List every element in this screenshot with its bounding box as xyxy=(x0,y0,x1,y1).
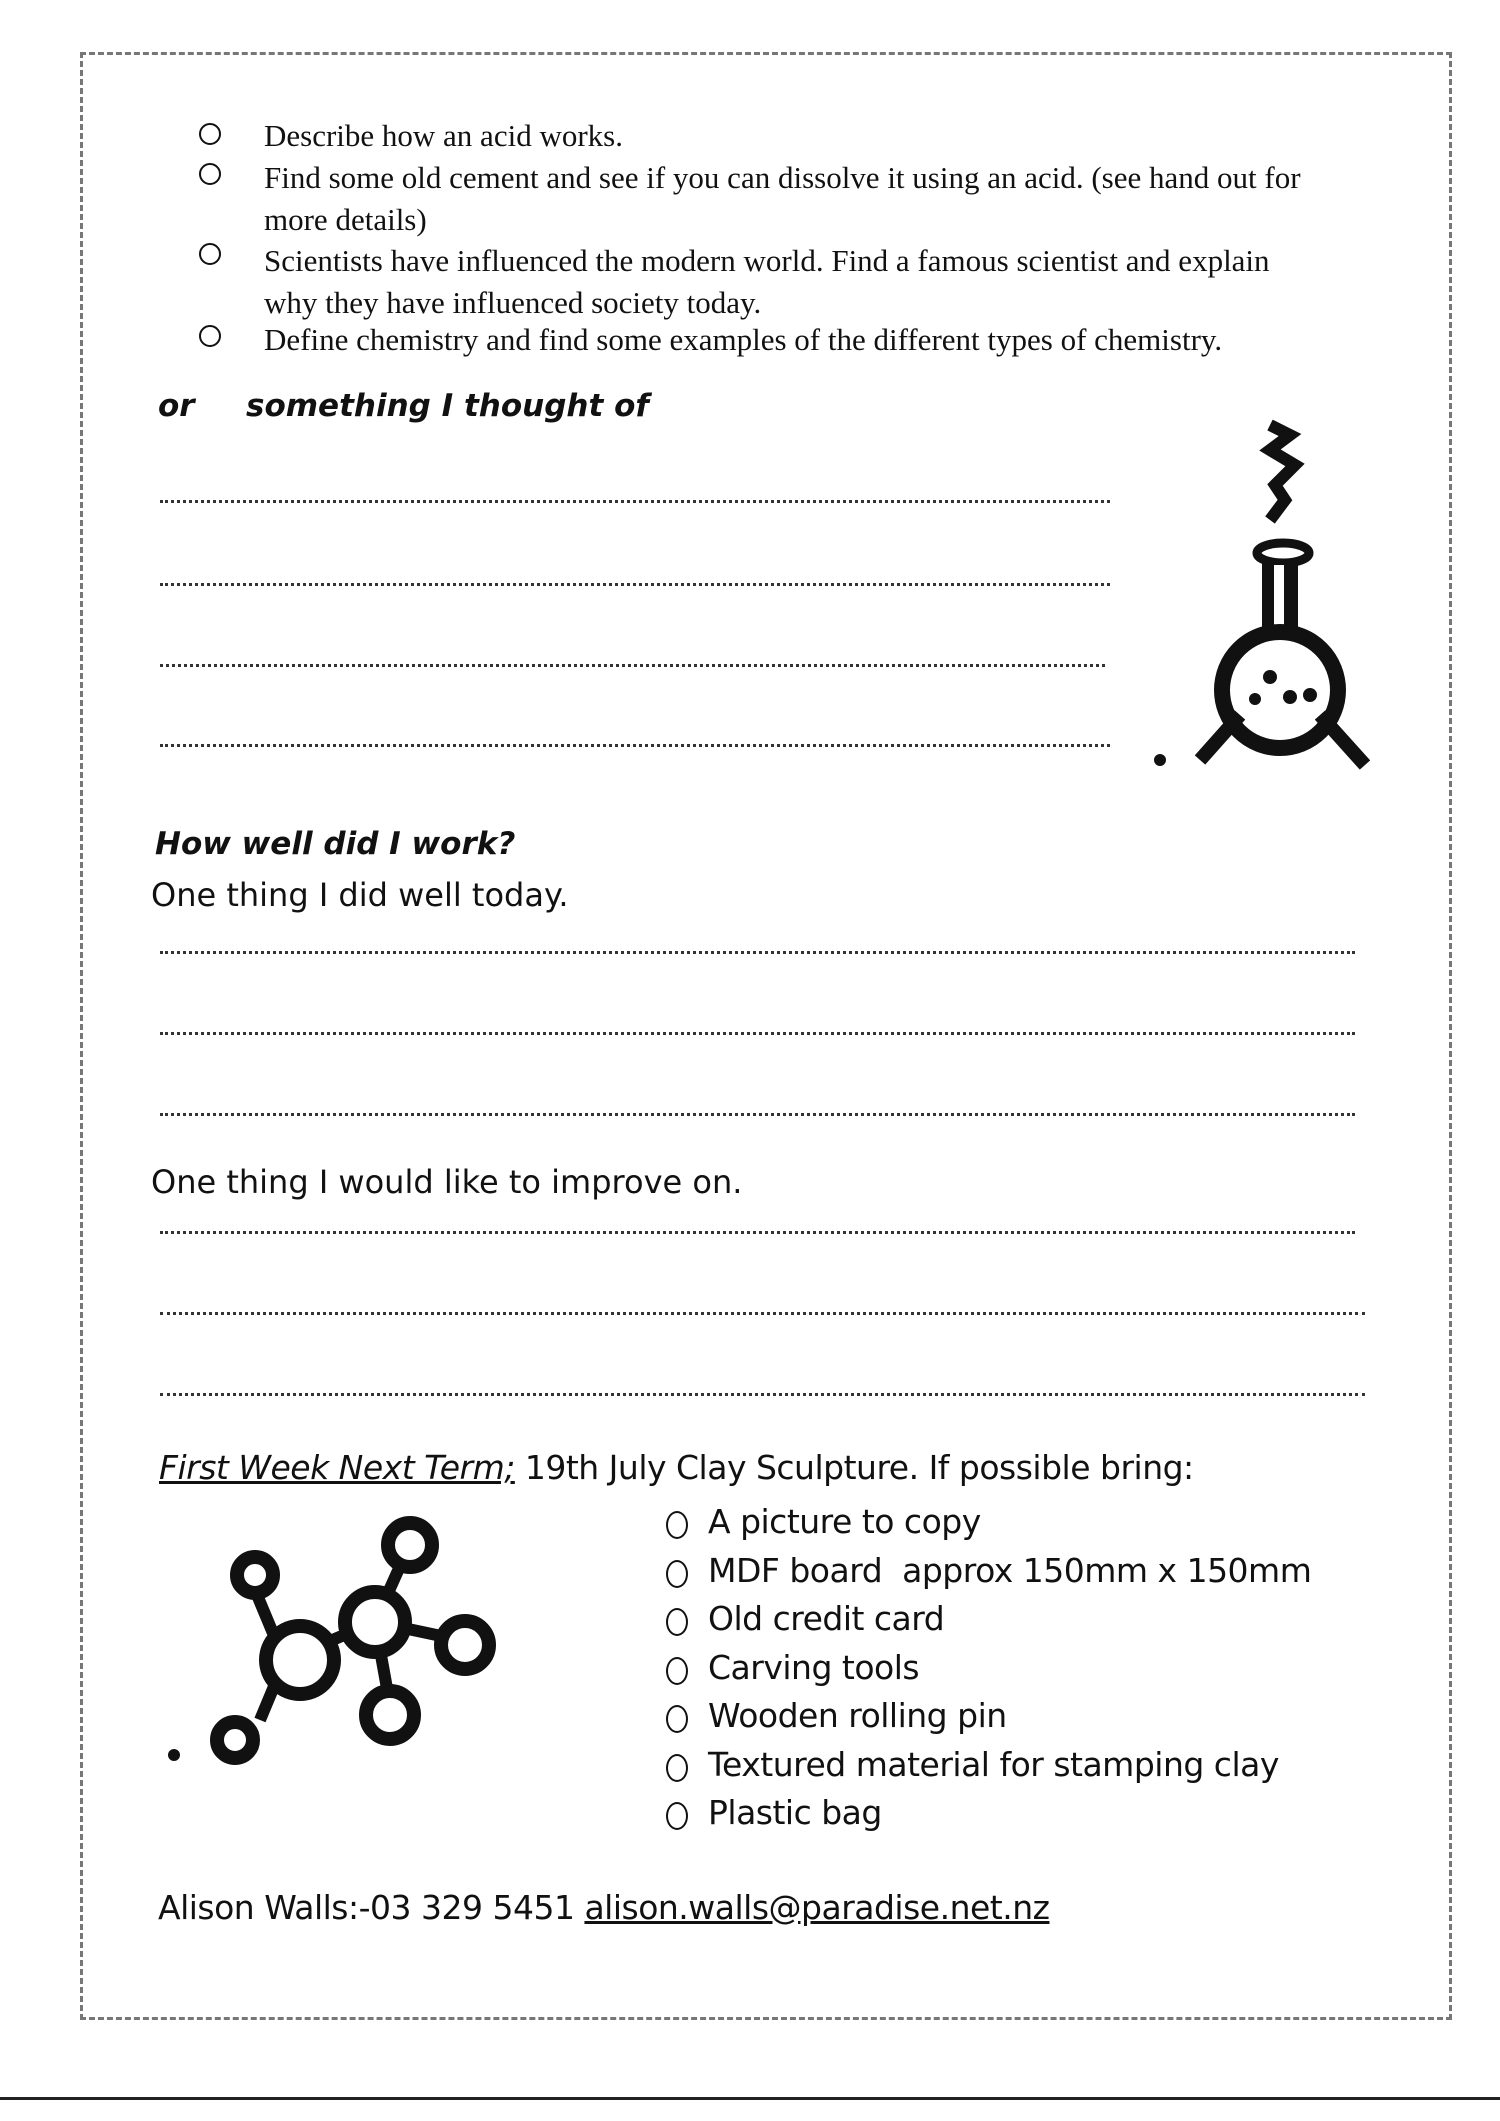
bullet-icon xyxy=(666,1560,688,1588)
supply-item: MDF board approx 150mm x 150mm xyxy=(708,1551,1312,1590)
reflection-heading: How well did I work? xyxy=(155,826,516,862)
task-item: Describe how an acid works. xyxy=(264,118,623,153)
next-term-heading: First Week Next Term; xyxy=(159,1448,515,1487)
own-idea-heading: something I thought of xyxy=(246,388,649,424)
bullet-icon xyxy=(666,1511,688,1539)
answer-line[interactable] xyxy=(160,664,1105,667)
supply-item: Old credit card xyxy=(708,1599,945,1638)
bullet-icon xyxy=(199,325,221,347)
bullet-icon xyxy=(199,123,221,145)
bullet-icon xyxy=(666,1657,688,1685)
task-item: Define chemistry and find some examples of the different types of chemistry. xyxy=(264,322,1223,357)
contact-name-phone: Alison Walls:-03 329 5451 xyxy=(158,1888,575,1927)
bullet-icon xyxy=(199,163,221,185)
did-well-prompt: One thing I did well today. xyxy=(151,876,569,914)
supply-item: Plastic bag xyxy=(708,1793,882,1832)
answer-line[interactable] xyxy=(160,1113,1355,1116)
flask-icon xyxy=(1140,415,1380,775)
bullet-icon xyxy=(666,1608,688,1636)
supply-item: Carving tools xyxy=(708,1648,920,1687)
contact-email-link[interactable]: alison.walls@paradise.net.nz xyxy=(584,1888,1050,1927)
answer-line[interactable] xyxy=(160,744,1110,747)
task-item: Scientists have influenced the modern world. Find a famous scientist and explain why they have influenced society today. xyxy=(264,243,1270,320)
answer-line[interactable] xyxy=(160,951,1355,954)
answer-line[interactable] xyxy=(160,1393,1365,1396)
bullet-icon xyxy=(199,243,221,265)
answer-line[interactable] xyxy=(160,1312,1365,1315)
task-item: Find some old cement and see if you can dissolve it using an acid. (see hand out for more details) xyxy=(264,160,1301,237)
improve-prompt: One thing I would like to improve on. xyxy=(151,1163,743,1201)
answer-line[interactable] xyxy=(160,1032,1355,1035)
or-label: or xyxy=(158,388,195,424)
answer-line[interactable] xyxy=(160,1231,1355,1234)
supply-item: A picture to copy xyxy=(708,1502,981,1541)
bullet-icon xyxy=(666,1705,688,1733)
bullet-icon xyxy=(666,1802,688,1830)
molecule-icon xyxy=(160,1510,500,1780)
scan-edge-line xyxy=(0,2097,1500,2100)
answer-line[interactable] xyxy=(160,583,1110,586)
bullet-icon xyxy=(666,1754,688,1782)
next-term-text: 19th July Clay Sculpture. If possible bring: xyxy=(524,1448,1194,1487)
supply-item: Textured material for stamping clay xyxy=(708,1745,1279,1784)
supply-item: Wooden rolling pin xyxy=(708,1696,1007,1735)
answer-line[interactable] xyxy=(160,500,1110,503)
